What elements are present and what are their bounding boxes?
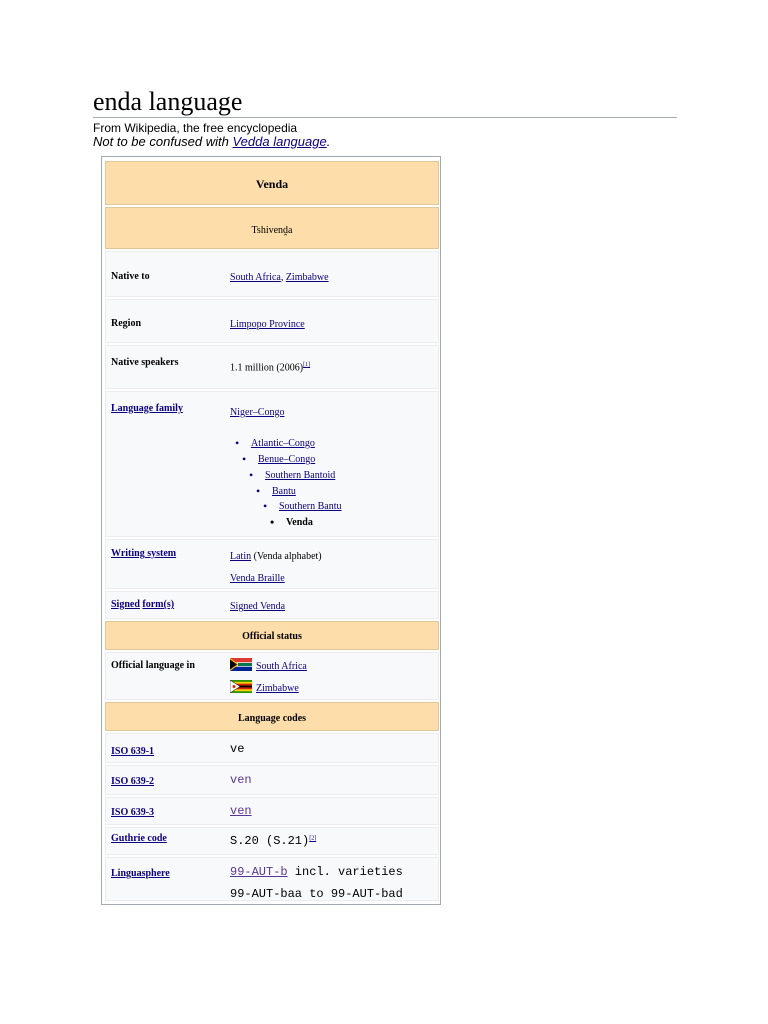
venda-braille-link[interactable]: Venda Braille	[230, 573, 285, 584]
forms-link[interactable]: form(s)	[142, 599, 175, 610]
signed-venda-link[interactable]: Signed Venda	[230, 601, 286, 612]
hatnote	[93, 134, 330, 149]
row-official-language	[105, 652, 439, 700]
region-label: Region	[111, 318, 141, 329]
linguasphere-code-link[interactable]: 99-AUT-b	[230, 865, 288, 879]
south-africa-official-link[interactable]: South Africa	[256, 661, 307, 672]
niger-congo-link[interactable]: Niger–Congo	[230, 407, 285, 418]
infobox-title-header	[105, 161, 439, 205]
hatnote-prefix: Not to be confused with	[93, 134, 233, 149]
reference-1-link[interactable]: [1]	[303, 362, 311, 368]
linguasphere-link[interactable]: Linguasphere	[111, 868, 170, 879]
iso-639-3-link[interactable]: ISO 639-3	[111, 807, 155, 818]
south-africa-link[interactable]: South Africa	[230, 272, 281, 283]
writing-system-value	[230, 551, 322, 562]
guthrie-code-text: S.20 (S.21)	[230, 834, 310, 848]
signed-link[interactable]: Signed	[111, 599, 140, 610]
infobox	[101, 156, 441, 905]
hatnote-suffix: .	[326, 134, 331, 149]
reference-2-link[interactable]: [2]	[309, 835, 317, 842]
linguasphere-varieties: incl. varieties	[287, 865, 403, 879]
official-country-south-africa	[230, 658, 307, 672]
latin-note: (Venda alphabet)	[251, 551, 322, 562]
guthrie-code-value	[230, 834, 316, 848]
row-iso-639-1	[105, 733, 439, 763]
official-country-zimbabwe	[230, 680, 299, 694]
iso-639-3-value-link[interactable]: ven	[230, 804, 252, 818]
iso-639-2-value[interactable]: ven	[230, 773, 252, 787]
limpopo-province-link[interactable]: Limpopo Province	[230, 319, 305, 330]
native-to-value	[230, 272, 329, 283]
infobox-title: Venda	[255, 177, 289, 191]
row-linguasphere	[105, 857, 439, 901]
row-guthrie-code	[105, 827, 439, 855]
linguasphere-line-2: 99-AUT-baa to 99-AUT-bad	[230, 887, 403, 901]
row-iso-639-2	[105, 765, 439, 795]
native-speakers-label: Native speakers	[111, 357, 179, 368]
southern-bantu-link[interactable]: • Southern Bantu	[279, 501, 342, 512]
zimbabwe-link[interactable]: Zimbabwe	[285, 272, 329, 283]
iso-639-2-link[interactable]: ISO 639-2	[111, 776, 155, 787]
row-native-to	[105, 251, 439, 297]
native-to-separator: ,	[280, 272, 286, 283]
bantu-link[interactable]: • Bantu	[272, 486, 296, 497]
row-writing-system	[105, 539, 439, 589]
benue-congo-link[interactable]: • Benue–Congo	[258, 454, 315, 465]
latin-link[interactable]: Latin	[230, 551, 252, 562]
zimbabwe-official-link[interactable]: Zimbabwe	[256, 683, 299, 694]
southern-bantoid-link[interactable]: • Southern Bantoid	[265, 470, 335, 481]
south-africa-flag-icon	[230, 658, 252, 671]
official-status-title: Official status	[242, 631, 302, 642]
site-tagline: From Wikipedia, the free encyclopedia	[93, 121, 298, 135]
atlantic-congo-link[interactable]: • Atlantic–Congo	[251, 438, 315, 449]
linguasphere-line-1	[230, 865, 403, 879]
native-name: Tshivenḓa	[251, 225, 293, 236]
iso-639-1-link[interactable]: ISO 639-1	[111, 746, 155, 757]
official-status-header	[105, 621, 439, 650]
zimbabwe-flag-icon	[230, 680, 252, 693]
row-iso-639-3	[105, 797, 439, 825]
page-title: enda language	[93, 87, 243, 116]
iso-639-1-value: ve	[230, 742, 245, 756]
row-native-speakers	[105, 345, 439, 389]
title-divider	[93, 117, 677, 118]
language-family-label-link[interactable]: Language family	[111, 403, 183, 414]
language-codes-header	[105, 702, 439, 731]
vedda-language-link[interactable]: Vedda language	[232, 134, 327, 149]
guthrie-code-link[interactable]: Guthrie code	[111, 833, 167, 844]
signed-forms-label	[111, 599, 174, 610]
language-codes-title: Language codes	[237, 713, 307, 724]
native-speakers-value	[230, 362, 310, 373]
row-region	[105, 299, 439, 343]
row-language-family	[105, 391, 439, 537]
native-to-label: Native to	[111, 271, 150, 282]
infobox-native-name-header	[105, 207, 439, 249]
row-signed-forms	[105, 591, 439, 619]
venda-family-leaf: • Venda	[286, 517, 313, 528]
official-language-label: Official language in	[111, 660, 195, 671]
speakers-count: 1.1 million (2006)	[230, 362, 304, 374]
writing-system-label-link[interactable]: Writing system	[111, 548, 177, 559]
